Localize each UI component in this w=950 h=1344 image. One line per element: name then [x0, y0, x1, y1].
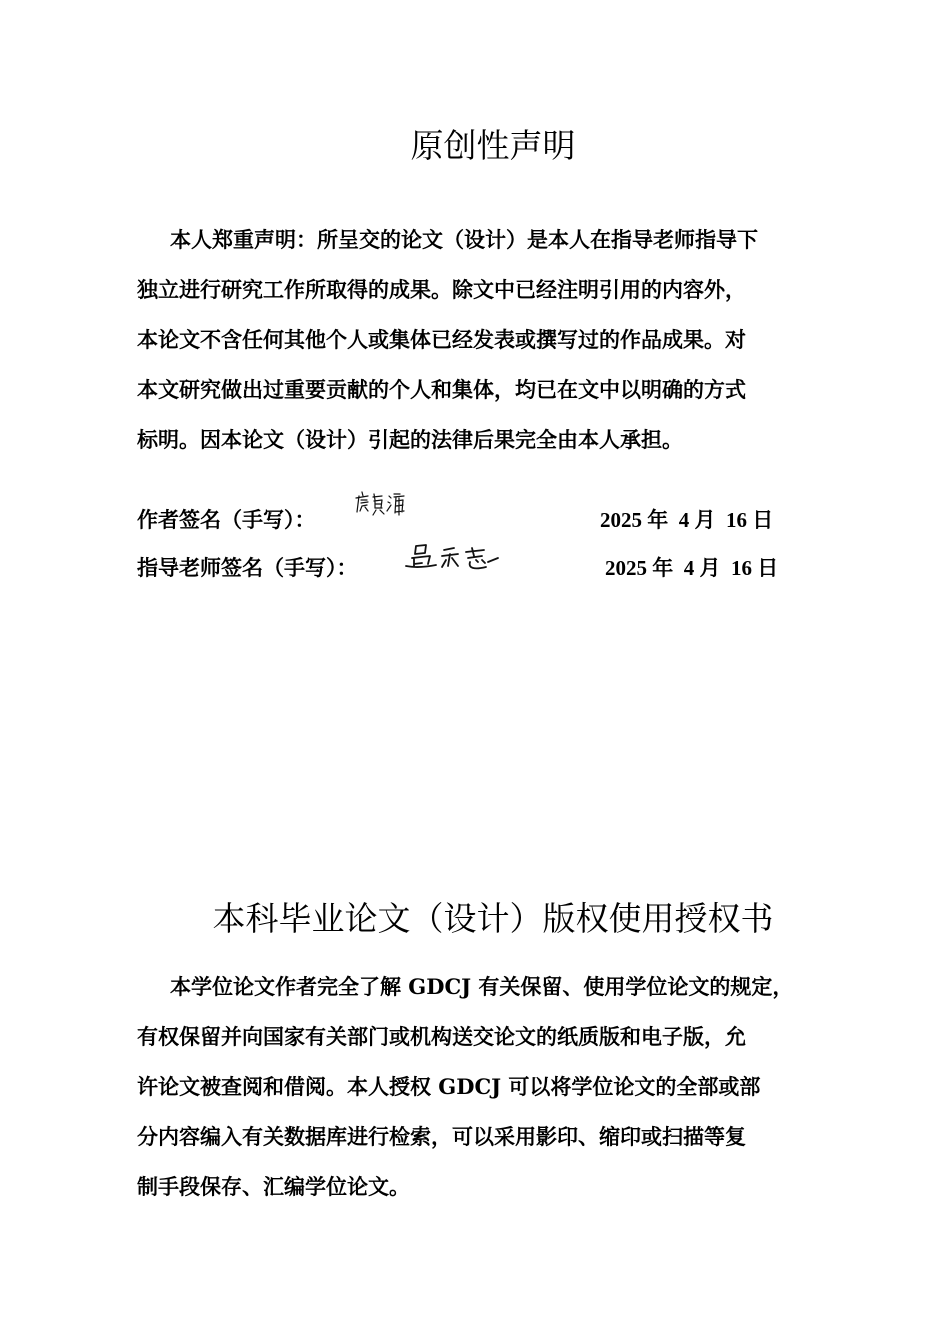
author-signature-label: 作者签名（手写）： — [137, 507, 316, 532]
paragraph-line: 分内容编入有关数据库进行检索，可以采用影印、缩印或扫描等复 — [137, 1124, 746, 1149]
advisor-signature-label: 指导老师签名（手写）： — [137, 555, 358, 580]
paragraph-line: 本论文不含任何其他个人或集体已经发表或撰写过的作品成果。对 — [137, 327, 746, 352]
paragraph-line: 许论文被查阅和借阅。本人授权 GDCJ 可以将学位论文的全部或部 — [137, 1074, 761, 1099]
declaration-title: 原创性声明 — [410, 126, 576, 165]
paragraph-line: 本学位论文作者完全了解 GDCJ 有关保留、使用学位论文的规定， — [170, 974, 794, 999]
advisor-signature-row — [137, 546, 837, 586]
paragraph-line: 有权保留并向国家有关部门或机构送交论文的纸质版和电子版，允 — [137, 1024, 746, 1049]
paragraph-line: 本文研究做出过重要贡献的个人和集体，均已在文中以明确的方式 — [137, 377, 746, 402]
author-signature-date: 2025 年 4 月 16 日 — [600, 508, 774, 532]
advisor-signature-date: 2025 年 4 月 16 日 — [605, 556, 779, 580]
paragraph-line: 独立进行研究工作所取得的成果。除文中已经注明引用的内容外， — [137, 277, 746, 302]
authorization-paragraph — [137, 962, 857, 1212]
paragraph-line: 制手段保存、汇编学位论文。 — [137, 1174, 410, 1199]
author-signature-row — [137, 498, 837, 538]
paragraph-line: 本人郑重声明：所呈交的论文（设计）是本人在指导老师指导下 — [170, 227, 758, 252]
author-handwritten-signature — [352, 488, 416, 522]
authorization-title: 本科毕业论文（设计）版权使用授权书 — [212, 899, 774, 938]
advisor-handwritten-signature — [402, 540, 506, 576]
paragraph-line: 标明。因本论文（设计）引起的法律后果完全由本人承担。 — [137, 427, 683, 452]
declaration-paragraph — [137, 215, 857, 465]
